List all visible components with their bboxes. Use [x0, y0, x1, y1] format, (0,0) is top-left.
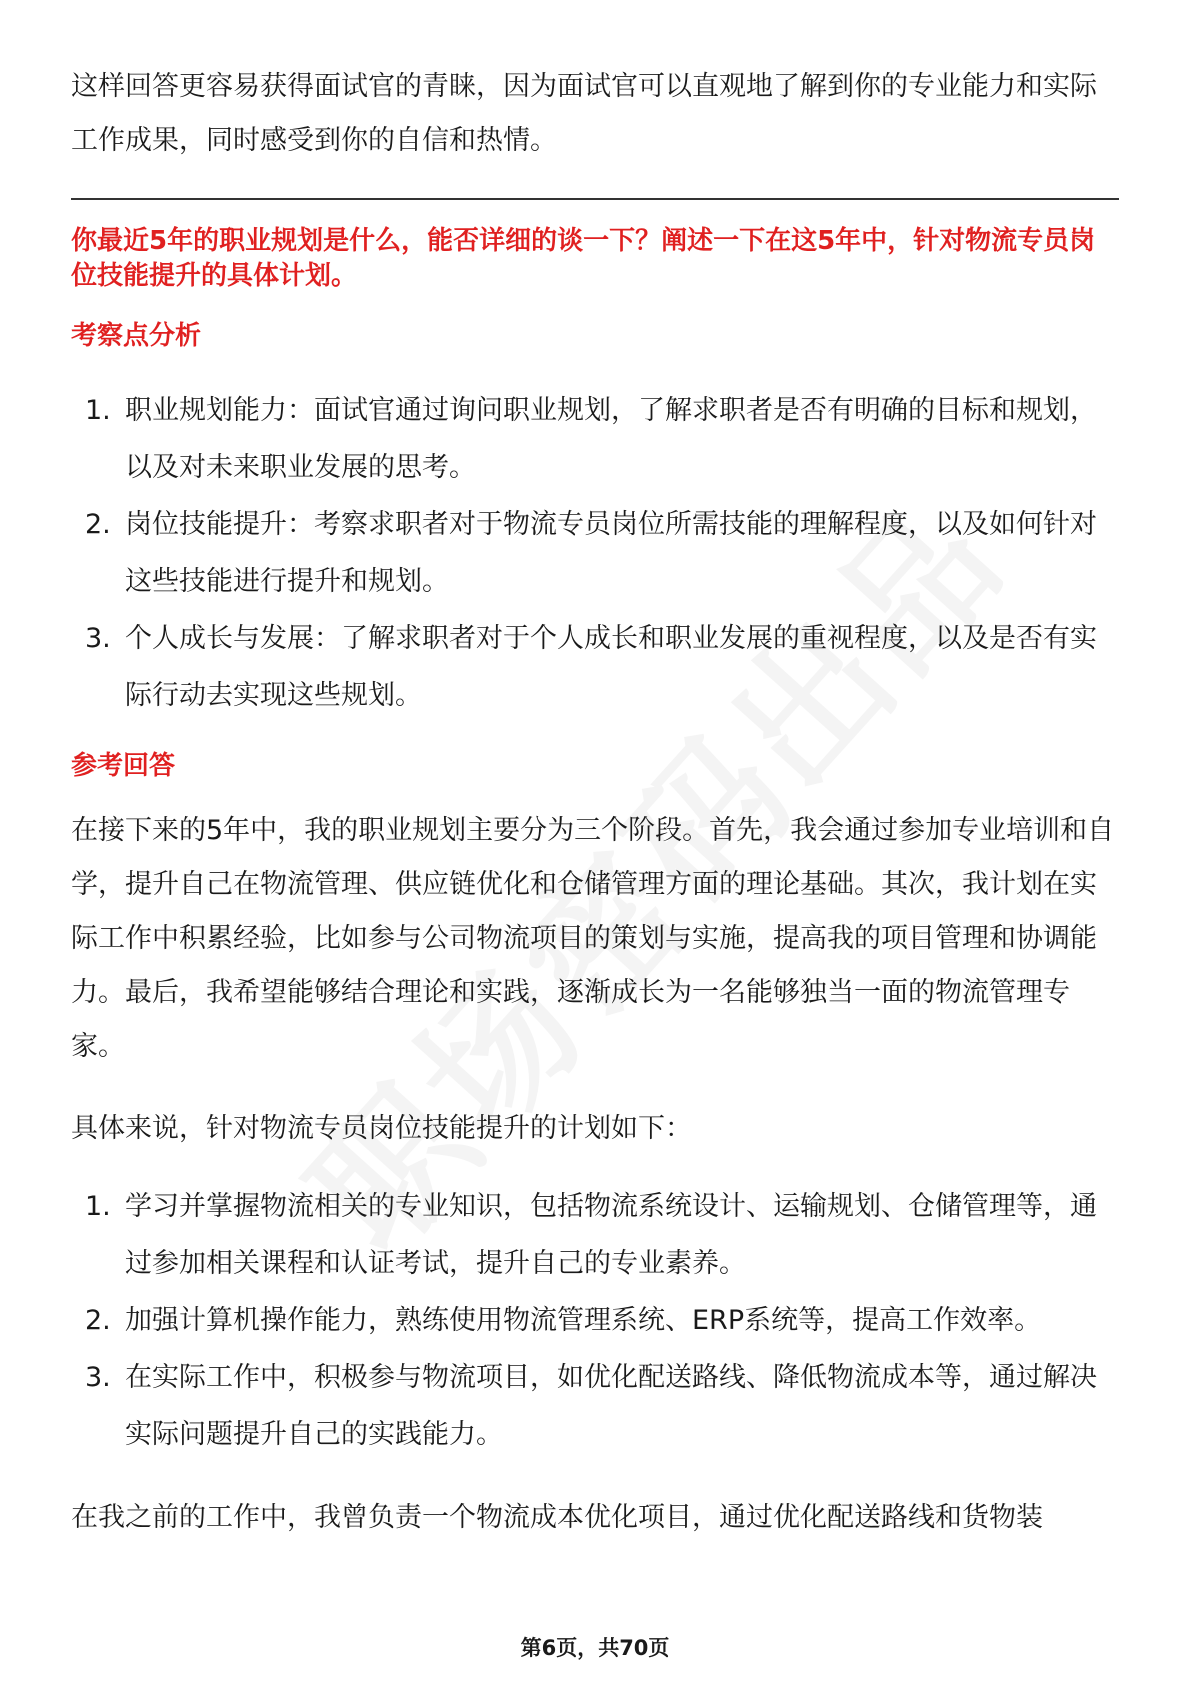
list-item: [71, 610, 1119, 724]
list-item-text: 学习并掌握物流相关的专业知识，包括物流系统设计、运输规划、仓储管理等，通过参加相关课程和认证考试，提升自己的专业素养。: [125, 1191, 1097, 1279]
list-item: [71, 1178, 1119, 1292]
answer-title: 参考回答: [71, 751, 176, 781]
page-number: 第6页，共70页: [520, 1636, 670, 1660]
list-number: 1.: [85, 1191, 111, 1222]
plan-list: [71, 1178, 1119, 1463]
list-item: [71, 382, 1119, 496]
answer-paragraph: 具体来说，针对物流专员岗位技能提升的计划如下：: [71, 1113, 692, 1144]
list-item: [71, 1349, 1119, 1463]
intro-paragraph: 这样回答更容易获得面试官的青睐，因为面试官可以直观地了解到你的专业能力和实际工作成果，同时感受到你的自信和热情。: [71, 71, 1097, 156]
page-content: [71, 60, 1119, 1545]
list-item-text: 职业规划能力：面试官通过询问职业规划，了解求职者是否有明确的目标和规划，以及对未来职业发展的思考。: [125, 395, 1097, 483]
interview-question: 你最近5年的职业规划是什么，能否详细的谈一下？阐述一下在这5年中，针对物流专员岗位技能提升的具体计划。: [71, 226, 1096, 291]
list-number: 3.: [85, 1362, 111, 1393]
list-item-text: 在实际工作中，积极参与物流项目，如优化配送路线、降低物流成本等，通过解决实际问题提升自己的实践能力。: [125, 1362, 1097, 1450]
list-item-text: 岗位技能提升：考察求职者对于物流专员岗位所需技能的理解程度，以及如何针对这些技能进行提升和规划。: [125, 509, 1097, 597]
answer-paragraph: 在我之前的工作中，我曾负责一个物流成本优化项目，通过优化配送路线和货物装: [71, 1502, 1043, 1533]
answer-paragraph: 在接下来的5年中，我的职业规划主要分为三个阶段。首先，我会通过参加专业培训和自学，提升自己在物流管理、供应链优化和仓储管理方面的理论基础。其次，我计划在实际工作中积累经验，比如参与公司物流项目的策划与实施，提高我的项目管理和协调能力。最后，我希望能够结合理论和实践，逐渐成长为一名能够独当一面的物流管理专家。: [71, 815, 1115, 1062]
list-number: 3.: [85, 623, 111, 654]
list-number: 2.: [85, 509, 111, 540]
analysis-title: 考察点分析: [71, 321, 202, 351]
list-item: [71, 1292, 1119, 1349]
list-item-text: 加强计算机操作能力，熟练使用物流管理系统、ERP系统等，提高工作效率。: [125, 1305, 1042, 1336]
list-item-text: 个人成长与发展：了解求职者对于个人成长和职业发展的重视程度，以及是否有实际行动去实现这些规划。: [125, 623, 1097, 711]
section-divider: [71, 198, 1119, 200]
list-number: 1.: [85, 395, 111, 426]
list-number: 2.: [85, 1305, 111, 1336]
list-item: [71, 496, 1119, 610]
analysis-list: [71, 382, 1119, 724]
